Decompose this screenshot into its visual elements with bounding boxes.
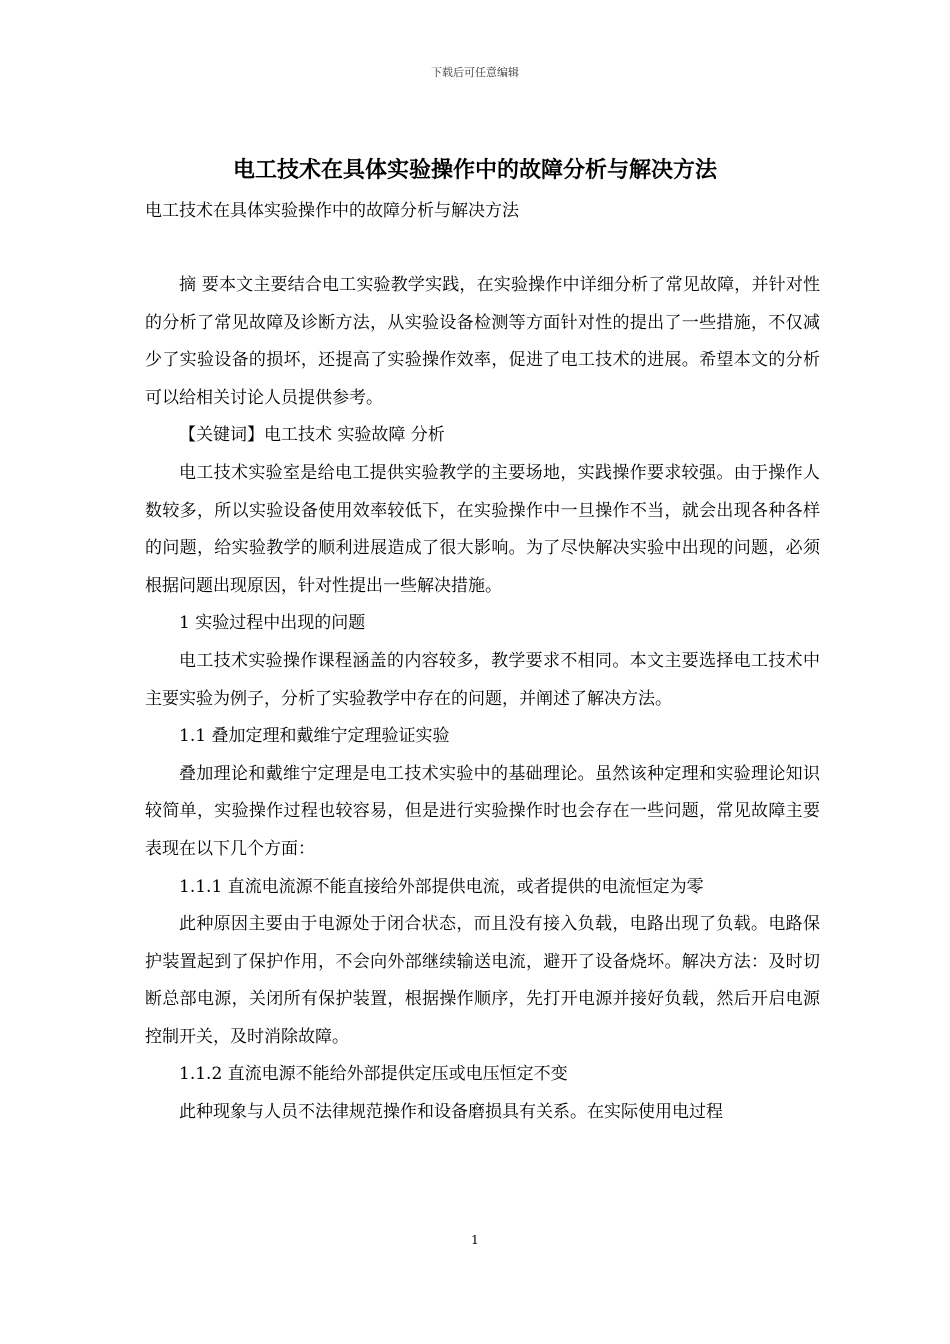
document-subtitle: 电工技术在具体实验操作中的故障分析与解决方法 (145, 201, 519, 221)
header-note: 下载后可任意编辑 (431, 66, 519, 79)
body-paragraph: 叠加理论和戴维宁定理是电工技术实验中的基础理论。虽然该种定理和实验理论知识较简单，实验操作过程也较容易，但是进行实验操作时也会存在一些问题，常见故障主要表现在以下几个方面： (145, 763, 820, 859)
document-body (145, 267, 820, 1132)
document-title: 电工技术在具体实验操作中的故障分析与解决方法 (232, 157, 717, 183)
abstract-paragraph: 摘 要本文主要结合电工实验教学实践，在实验操作中详细分析了常见故障，并针对性的分析了常见故障及诊断方法，从实验设备检测等方面针对性的提出了一些措施，不仅减少了实验设备的损坏，还提高了实验操作效率，促进了电工技术的进展。希望本文的分析可以给相关讨论人员提供参考。 (145, 275, 820, 408)
body-paragraph: 此种现象与人员不法律规范操作和设备磨损具有关系。在实际使用电过程 (179, 1102, 723, 1123)
body-paragraph: 电工技术实验操作课程涵盖的内容较多，教学要求不相同。本文主要选择电工技术中主要实验为例子，分析了实验教学中存在的问题，并阐述了解决方法。 (145, 650, 820, 709)
subsubsection-heading: 1.1.2 直流电源不能给外部提供定压或电压恒定不变 (179, 1064, 568, 1085)
keywords-paragraph: 【关键词】电工技术 实验故障 分析 (179, 425, 445, 446)
section-heading: 1 实验过程中出现的问题 (179, 613, 366, 634)
body-paragraph: 此种原因主要由于电源处于闭合状态，而且没有接入负载，电路出现了负载。电路保护装置起到了保护作用，不会向外部继续输送电流，避开了设备烧坏。解决方法：及时切断总部电源，关闭所有保护装置，根据操作顺序，先打开电源并接好负载，然后开启电源控制开关，及时消除故障。 (145, 914, 820, 1047)
page-number: 1 (471, 1233, 479, 1247)
body-paragraph: 电工技术实验室是给电工提供实验教学的主要场地，实践操作要求较强。由于操作人数较多，所以实验设备使用效率较低下，在实验操作中一旦操作不当，就会出现各种各样的问题，给实验教学的顺利进展造成了很大影响。为了尽快解决实验中出现的问题，必须根据问题出现原因，针对性提出一些解决措施。 (145, 462, 820, 596)
subsection-heading: 1.1 叠加定理和戴维宁定理验证实验 (179, 726, 450, 747)
subsubsection-heading: 1.1.1 直流电流源不能直接给外部提供电流，或者提供的电流恒定为零 (179, 876, 704, 897)
